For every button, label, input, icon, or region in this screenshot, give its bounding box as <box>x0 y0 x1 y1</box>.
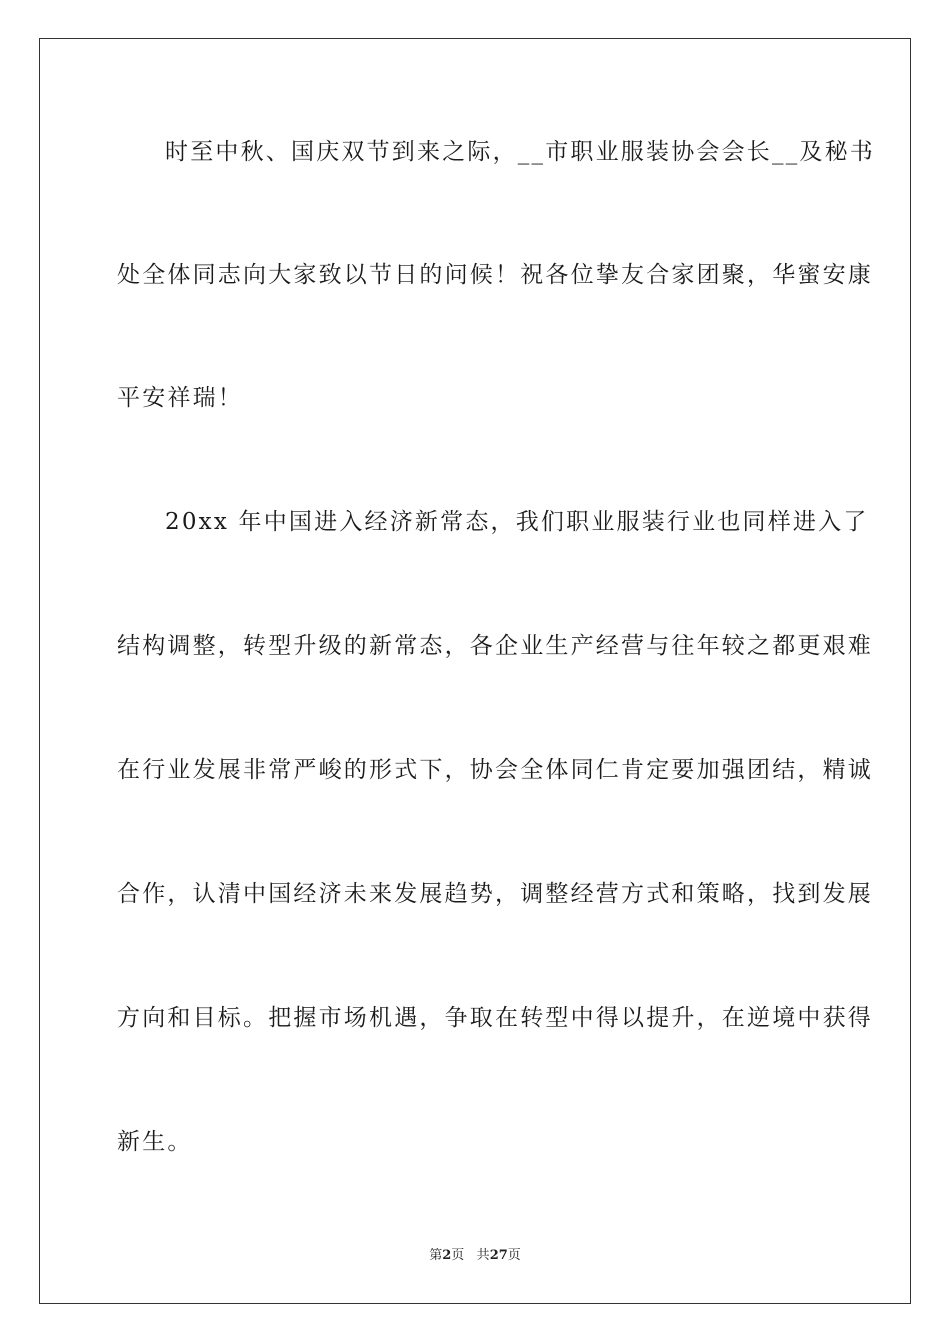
page-footer <box>0 1247 950 1265</box>
paragraph-2-line-6: 新生。 <box>117 1129 193 1155</box>
paragraph-2-line-1: 20xx 年中国进入经济新常态，我们职业服装行业也同样进入了 <box>165 509 869 535</box>
paragraph-2-line-3: 在行业发展非常严峻的形式下，协会全体同仁肯定要加强团结，精诚 <box>117 757 873 783</box>
page-prefix: 第 <box>429 1248 443 1263</box>
paragraph-2-line-2: 结构调整，转型升级的新常态，各企业生产经营与往年较之都更艰难 <box>117 633 873 659</box>
paragraph-1-line-3: 平安祥瑞！ <box>117 385 243 411</box>
paragraph-1-line-2: 处全体同志向大家致以节日的问候！祝各位挚友合家团聚，华蜜安康 <box>117 262 873 288</box>
page-suffix: 页 <box>451 1248 465 1263</box>
total-suffix: 页 <box>507 1248 521 1263</box>
paragraph-2-line-4: 合作，认清中国经济未来发展趋势，调整经营方式和策略，找到发展 <box>117 881 873 907</box>
page-number: 2 <box>442 1248 452 1263</box>
paragraph-2-line-5: 方向和目标。把握市场机遇，争取在转型中得以提升，在逆境中获得 <box>117 1005 873 1031</box>
page-border <box>39 38 911 1304</box>
total-prefix: 共 <box>476 1248 490 1263</box>
paragraph-1-line-1: 时至中秋、国庆双节到来之际，__市职业服装协会会长__及秘书 <box>165 139 875 165</box>
total-pages: 27 <box>489 1248 508 1263</box>
